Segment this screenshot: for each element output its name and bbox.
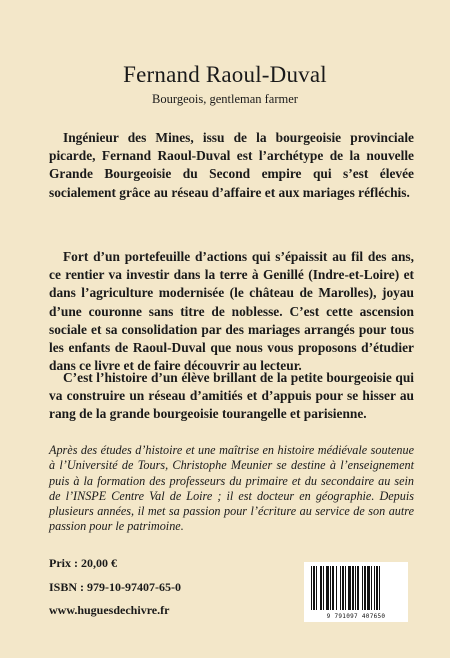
price-label: Prix : 20,00 € bbox=[49, 556, 117, 570]
barcode-bar bbox=[379, 566, 380, 610]
barcode-bars bbox=[311, 566, 401, 610]
blurb-paragraph-3: C’est l’histoire d’un élève brillant de la petite bourgeoisie qui va construire un réseau d’amitiés et d’appuis pour se hisser au rang de la grande bourgeoisie tourangelle et parisienne. bbox=[49, 370, 414, 422]
barcode-bar bbox=[371, 566, 372, 610]
barcode-digits: 9 791097 407650 bbox=[326, 613, 386, 620]
barcode-bar bbox=[326, 566, 329, 610]
barcode-bar bbox=[311, 566, 312, 610]
barcode-bar bbox=[348, 566, 351, 610]
isbn-label: ISBN : 979-10-97407-65-0 bbox=[49, 580, 181, 594]
website-link[interactable]: www.huguesdechivre.fr bbox=[49, 603, 170, 617]
barcode-bar bbox=[316, 566, 317, 610]
barcode-bar bbox=[367, 566, 370, 610]
barcode-bar bbox=[320, 566, 322, 610]
blurb-paragraph-1: Ingénieur des Mines, issu de la bourgeoisie provinciale picarde, Fernand Raoul-Duval est l’archétype de la nouvelle Grande Bourgeoisie du Second empire qui s’est élevée socialement grâce au réseau d’affaire et aux mariages réfléchis. bbox=[49, 130, 414, 200]
barcode-bar bbox=[332, 566, 334, 610]
barcode-bar bbox=[376, 566, 378, 610]
barcode-bar bbox=[340, 566, 341, 610]
barcode-bar bbox=[323, 566, 324, 610]
author-bio: Après des études d’histoire et une maîtrise en histoire médiévale soutenue à l’Université de Tours, Christophe Meunier se destine à l’enseignement puis à la formation des professeurs du primaire et du secondaire au sein de l’INSPE Centre Val de Loire ; il est docteur en géographie. Depuis plusieurs années, il met sa passion pour l’écriture au service de son autre passion pour le patrimoine. bbox=[49, 443, 414, 534]
barcode-bar bbox=[364, 566, 366, 610]
barcode-bar bbox=[313, 566, 315, 610]
blurb-paragraph-2: Fort d’un portefeuille d’actions qui s’épaissit au fil des ans, ce rentier va investir dans la terre à Genillé (Indre-et-Loire) et dans l’agriculture modernisée (le château de Marolles), joyau d’une couronne sans titre de noblesse. C’est cette ascension sociale et sa consolidation par des mariages arrangés pour tous les enfants de Raoul-Duval que nous vous proposons d’étudier dans ce livre et de faire découvrir au lecteur. bbox=[49, 249, 414, 374]
isbn-barcode bbox=[304, 562, 408, 622]
barcode-bar bbox=[352, 566, 354, 610]
barcode-bar bbox=[330, 566, 331, 610]
book-title: Fernand Raoul-Duval bbox=[123, 62, 327, 87]
barcode-bar bbox=[357, 566, 359, 610]
barcode-bar bbox=[362, 566, 363, 610]
barcode-bar bbox=[342, 566, 344, 610]
barcode-bar bbox=[355, 566, 356, 610]
barcode-bar bbox=[336, 566, 337, 610]
barcode-bar bbox=[345, 566, 346, 610]
barcode-bar bbox=[374, 566, 375, 610]
book-subtitle: Bourgeois, gentleman farmer bbox=[152, 92, 298, 106]
